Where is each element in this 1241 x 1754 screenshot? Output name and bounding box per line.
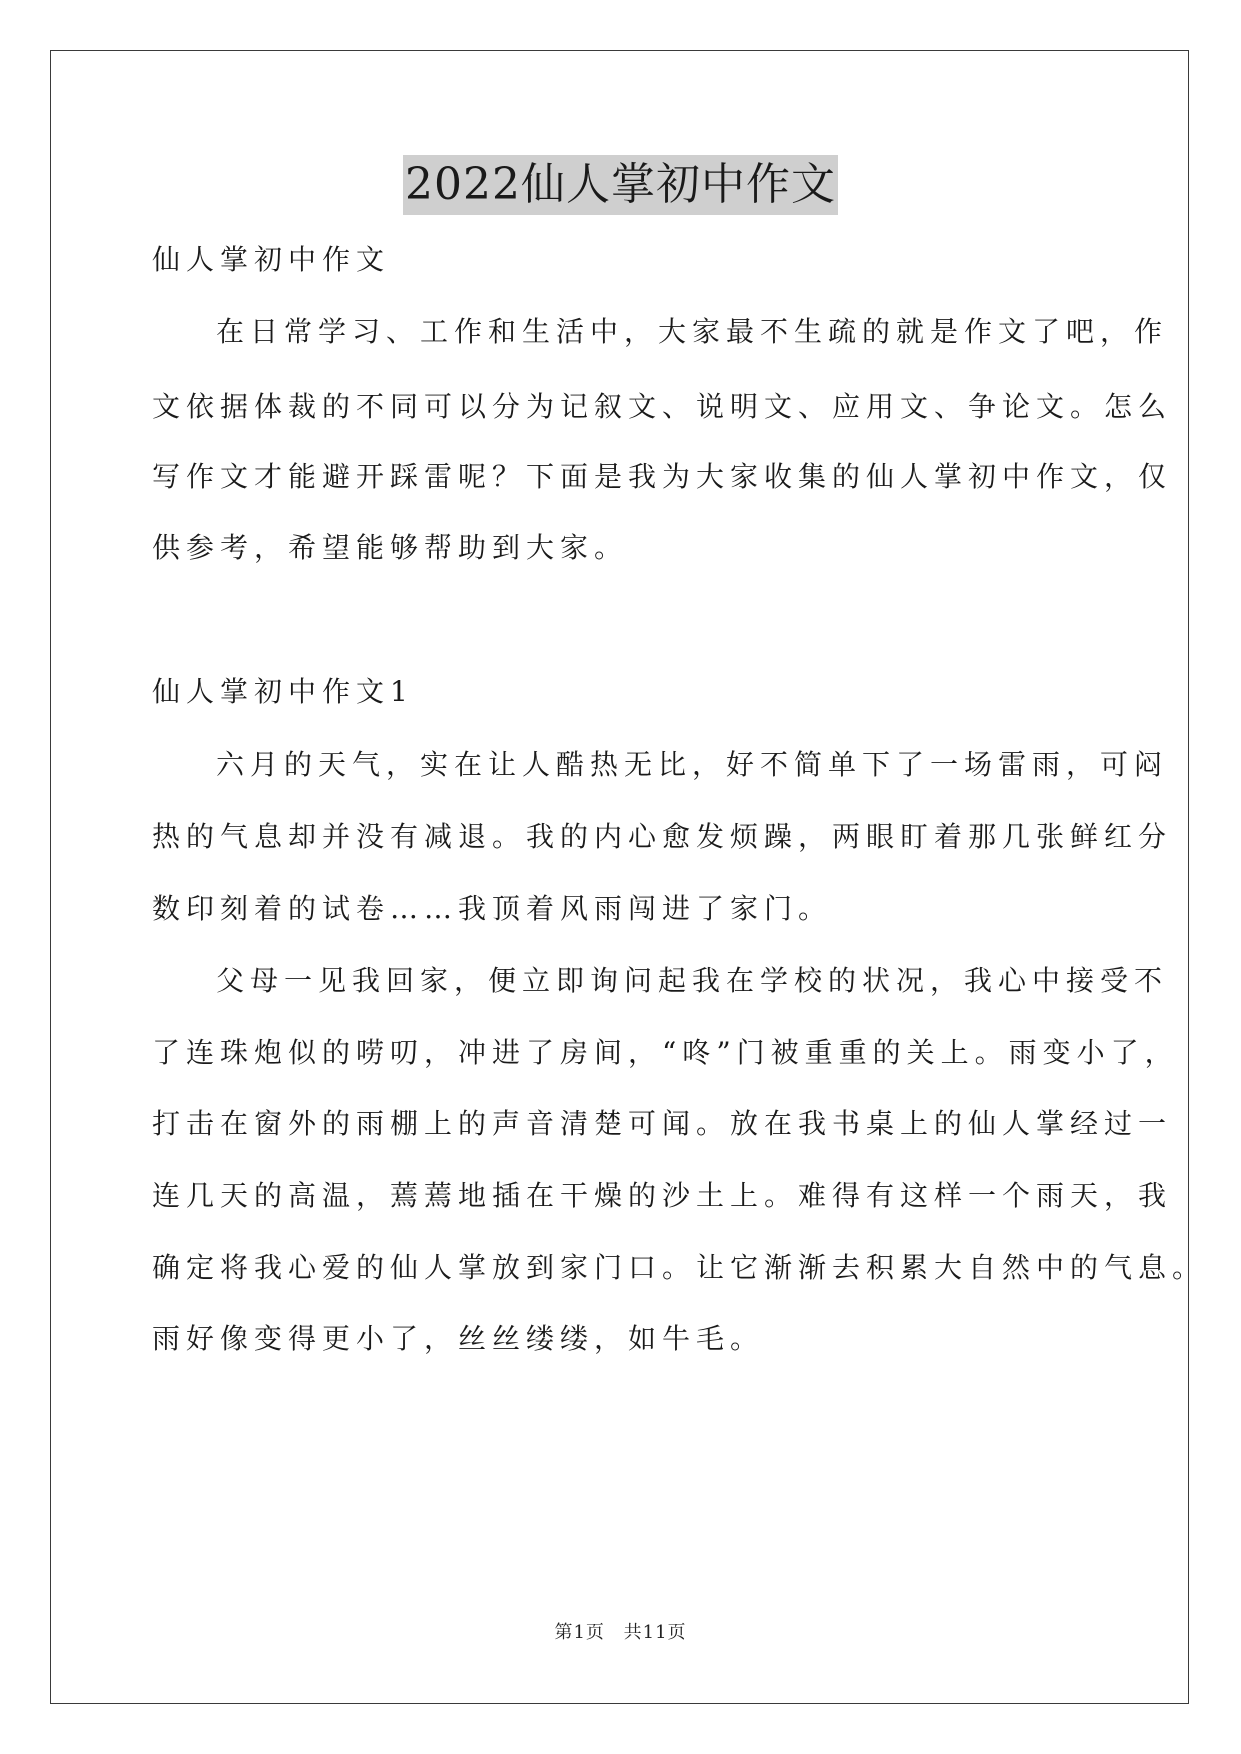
page-number: 第1页 — [554, 1622, 605, 1643]
page-total: 共11页 — [623, 1622, 687, 1643]
paragraph-line: 数印刻着的试卷……我顶着风雨闯进了家门。 — [152, 892, 833, 925]
title-container — [0, 155, 1241, 215]
section-heading: 仙人掌初中作文1 — [152, 675, 414, 708]
intro-line: 在日常学习、工作和生活中，大家最不生疏的就是作文了吧，作 — [216, 315, 1169, 348]
page-footer — [0, 1618, 1241, 1644]
paragraph-line: 热的气息却并没有减退。我的内心愈发烦躁，两眼盯着那几张鲜红分 — [152, 820, 1173, 853]
paragraph-line: 了连珠炮似的唠叨，冲进了房间，“咚”门被重重的关上。雨变小了， — [152, 1036, 1179, 1069]
paragraph-line: 六月的天气，实在让人酷热无比，好不简单下了一场雷雨，可闷 — [216, 748, 1169, 781]
document-title: 2022仙人掌初中作文 — [403, 155, 838, 215]
intro-line: 文依据体裁的不同可以分为记叙文、说明文、应用文、争论文。怎么 — [152, 390, 1173, 423]
intro-line: 写作文才能避开踩雷呢？下面是我为大家收集的仙人掌初中作文，仅 — [152, 460, 1173, 493]
paragraph-line: 连几天的高温，蔫蔫地插在干燥的沙土上。难得有这样一个雨天，我 — [152, 1179, 1173, 1212]
paragraph-line: 打击在窗外的雨棚上的声音清楚可闻。放在我书桌上的仙人掌经过一 — [152, 1107, 1173, 1140]
paragraph-line: 父母一见我回家，便立即询问起我在学校的状况，我心中接受不 — [216, 964, 1169, 997]
paragraph-line: 雨好像变得更小了，丝丝缕缕，如牛毛。 — [152, 1322, 765, 1355]
intro-heading: 仙人掌初中作文 — [152, 243, 391, 276]
intro-line: 供参考，希望能够帮助到大家。 — [152, 531, 629, 564]
paragraph-line: 确定将我心爱的仙人掌放到家门口。让它渐渐去积累大自然中的气息。 — [152, 1251, 1207, 1284]
page-border — [50, 50, 1189, 1704]
